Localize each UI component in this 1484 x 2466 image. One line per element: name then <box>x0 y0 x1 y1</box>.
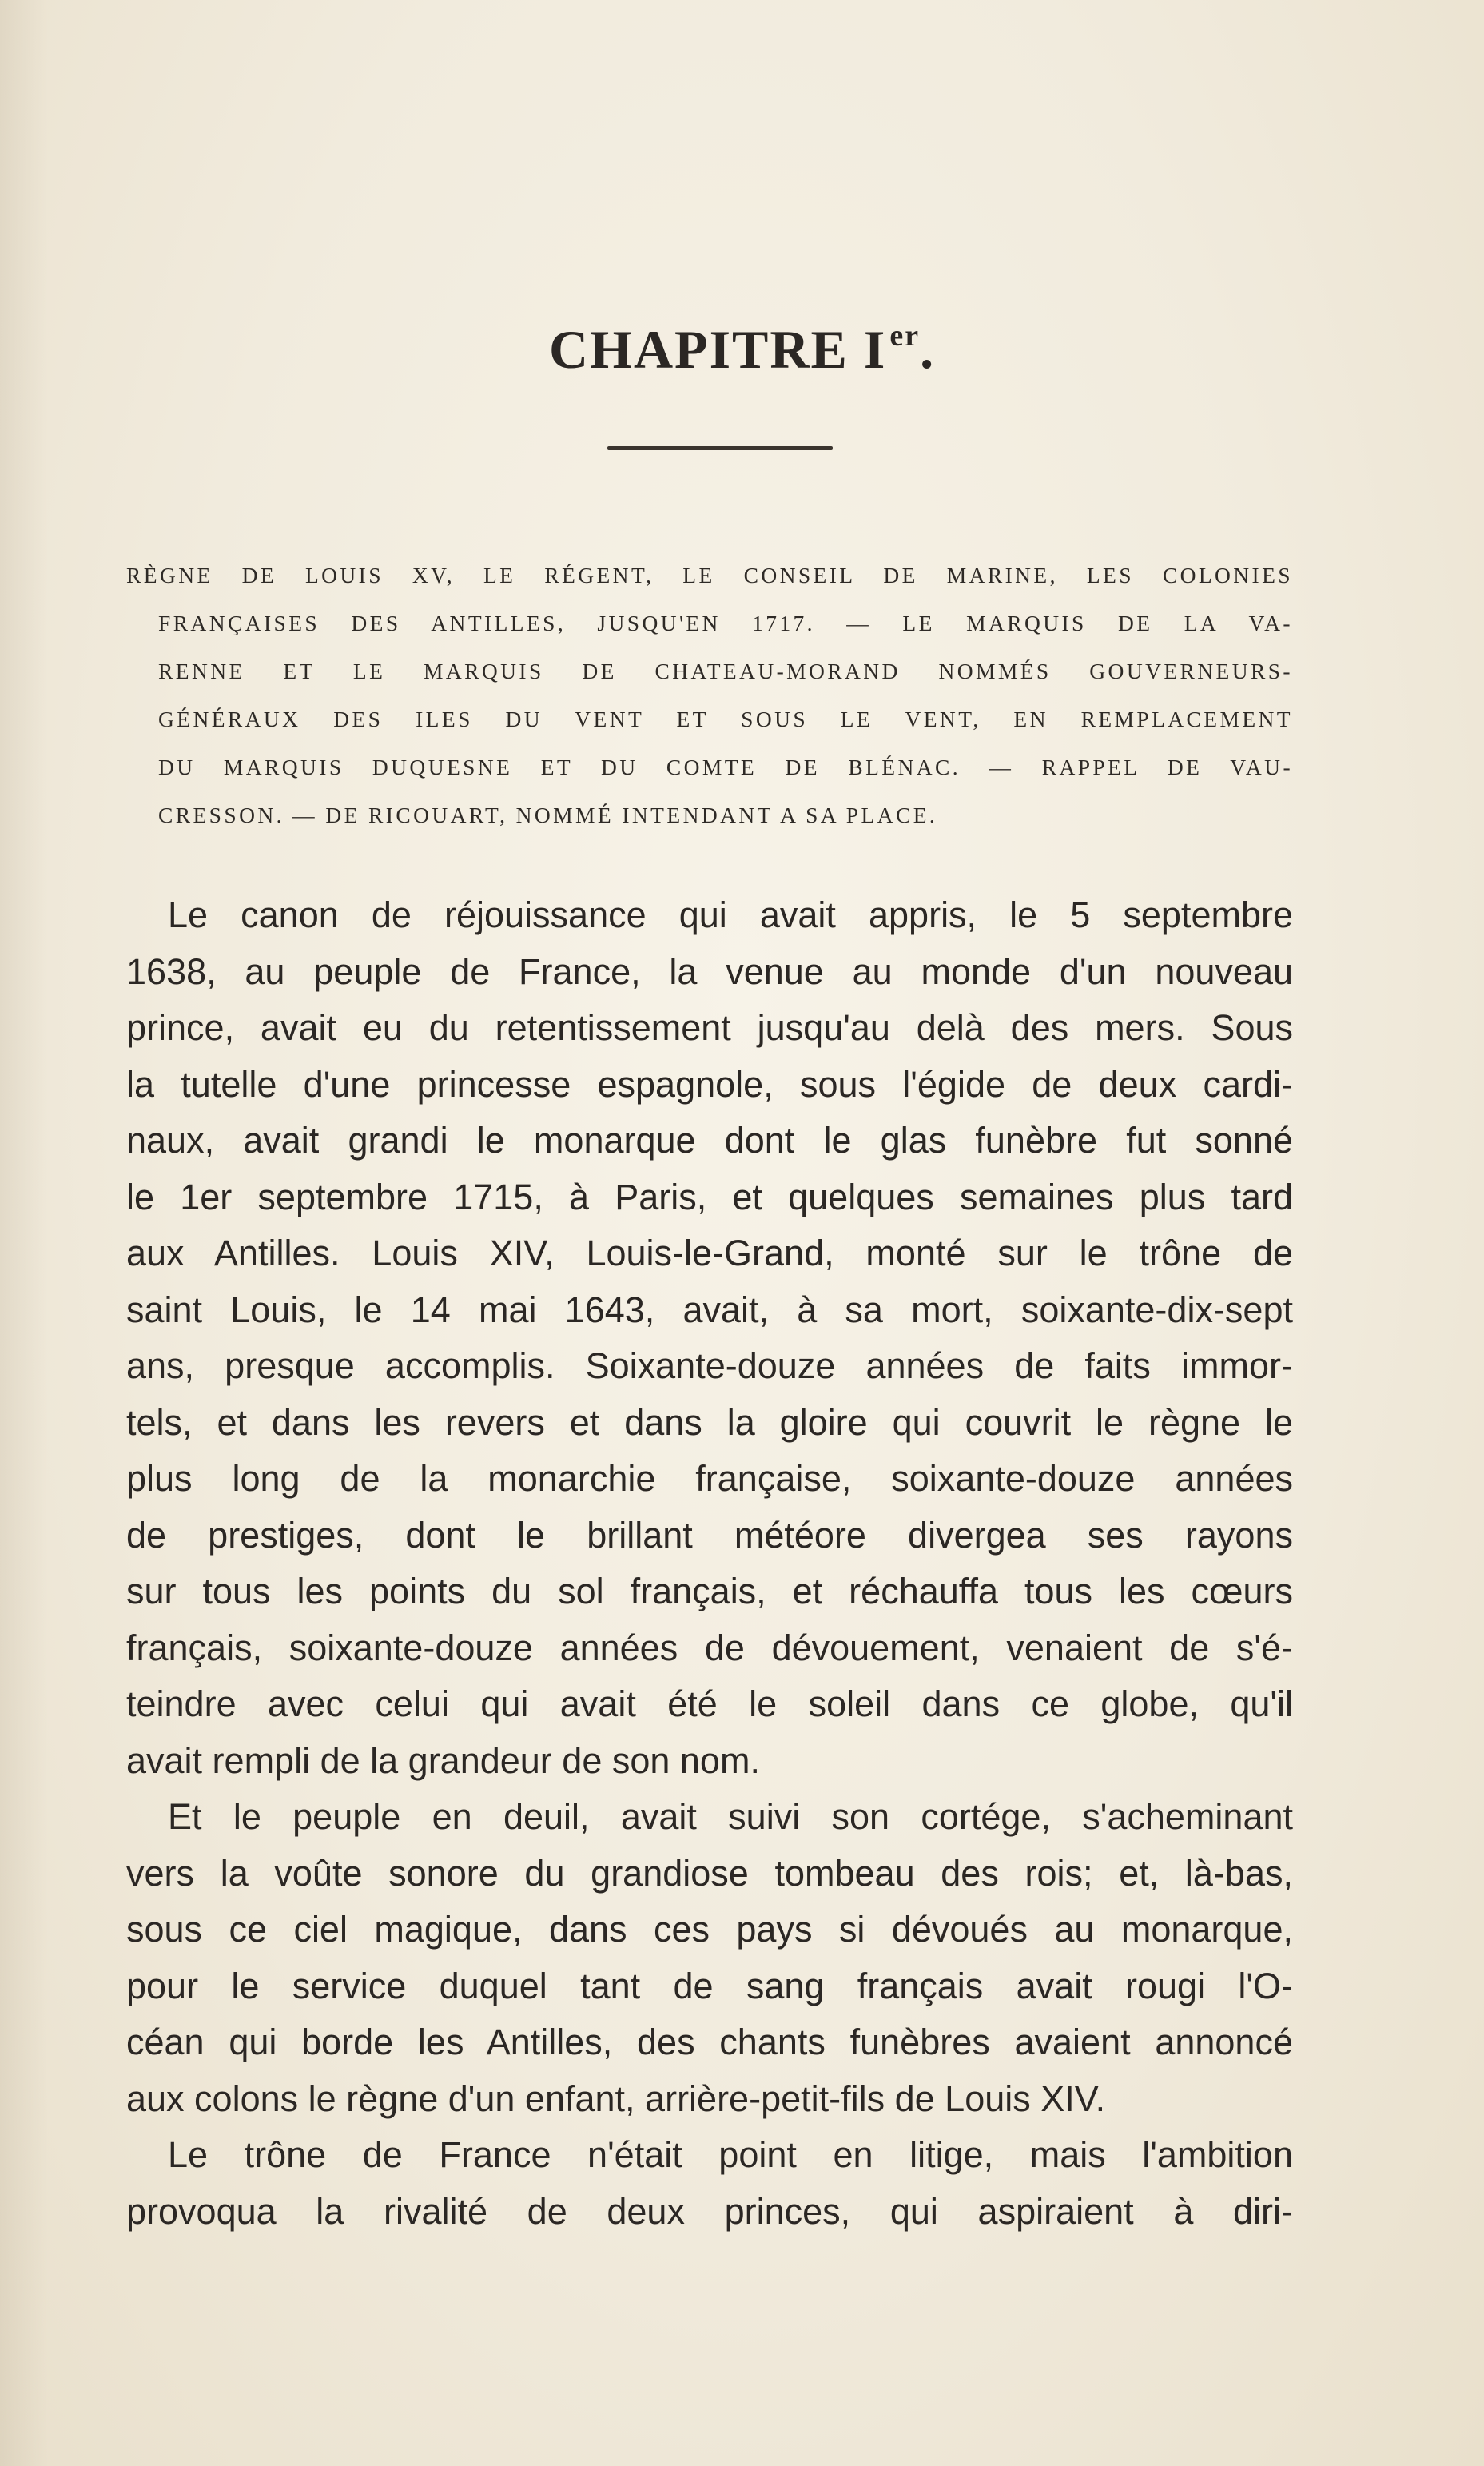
text-line: saint Louis, le 14 mai 1643, avait, à sa mort, soixante-dix-sept <box>126 1289 1293 1330</box>
text-line: naux, avait grandi le monarque dont le glas funèbre fut sonné <box>126 1120 1293 1161</box>
text-line: aux Antilles. Louis XIV, Louis-le-Grand, monté sur le trône de <box>126 1233 1293 1273</box>
text-line: la tutelle d'une princesse espagnole, sous l'égide de deux cardi- <box>126 1063 1293 1105</box>
text-line: Le trône de France n'était point en litige, mais l'ambition <box>168 2134 1293 2175</box>
chapter-title-superscript: er <box>889 318 921 353</box>
text-line: ans, presque accomplis. Soixante-douze années de faits immor- <box>126 1345 1293 1386</box>
text-line: céan qui borde les Antilles, des chants funèbres avaient annoncé <box>126 2022 1293 2062</box>
text-line: sur tous les points du sol français, et réchauffa tous les cœurs <box>126 1571 1293 1611</box>
text-line: sous ce ciel magique, dans ces pays si dévoués au monarque, <box>126 1909 1293 1950</box>
text-line: pour le service duquel tant de sang français avait rougi l'O- <box>126 1965 1293 2006</box>
text-line: teindre avec celui qui avait été le soleil dans ce globe, qu'il <box>126 1683 1293 1724</box>
text-line: aux colons le règne d'un enfant, arrière-petit-fils de Louis XIV. <box>126 2078 1106 2119</box>
text-line: de prestiges, dont le brillant météore divergea ses rayons <box>126 1514 1293 1556</box>
body-text <box>126 887 1293 2240</box>
paragraph-1 <box>126 887 1293 1789</box>
text-line: plus long de la monarchie française, soixante-douze années <box>126 1458 1293 1499</box>
paragraph-2 <box>126 1789 1293 2127</box>
text-line: prince, avait eu du retentissement jusqu'au delà des mers. Sous <box>126 1007 1293 1048</box>
text-line: vers la voûte sonore du grandiose tombeau des rois; et, là-bas, <box>126 1852 1293 1894</box>
chapter-title-text: CHAPITRE I <box>548 318 887 380</box>
summary-line: GÉNÉRAUX DES ILES DU VENT ET SOUS LE VENT, EN REMPLACEMENT <box>158 707 1293 731</box>
text-line: Le canon de réjouissance qui avait appris, le 5 septembre <box>168 894 1293 935</box>
chapter-summary <box>126 552 1293 839</box>
summary-line: FRANÇAISES DES ANTILLES, JUSQU'EN 1717. — LE MARQUIS DE LA VA- <box>158 611 1293 635</box>
chapter-title: CHAPITRE I $^{er}$. <box>548 318 936 380</box>
text-line: avait rempli de la grandeur de son nom. <box>126 1739 760 1781</box>
summary-line: RÈGNE DE LOUIS XV, LE RÉGENT, LE CONSEIL DE MARINE, LES COLONIES <box>126 563 1293 588</box>
text-line: Et le peuple en deuil, avait suivi son cortége, s'acheminant <box>168 1796 1293 1837</box>
text-line: français, soixante-douze années de dévouement, venaient de s'é- <box>126 1627 1293 1668</box>
title-rule-divider <box>607 446 833 450</box>
paragraph-3 <box>126 2127 1293 2240</box>
summary-line: RENNE ET LE MARQUIS DE CHATEAU-MORAND NOMMÉS GOUVERNEURS- <box>158 659 1293 683</box>
summary-line: DU MARQUIS DUQUESNE ET DU COMTE DE BLÉNAC. — RAPPEL DE VAU- <box>158 755 1293 779</box>
text-line: le 1er septembre 1715, à Paris, et quelques semaines plus tard <box>126 1176 1293 1217</box>
text-line: provoqua la rivalité de deux princes, qui aspiraient à diri- <box>126 2190 1293 2232</box>
summary-line: CRESSON. — DE RICOUART, NOMMÉ INTENDANT A SA PLACE. <box>158 803 938 827</box>
text-line: 1638, au peuple de France, la venue au monde d'un nouveau <box>126 950 1293 992</box>
text-line: tels, et dans les revers et dans la gloire qui couvrit le règne le <box>126 1401 1293 1443</box>
